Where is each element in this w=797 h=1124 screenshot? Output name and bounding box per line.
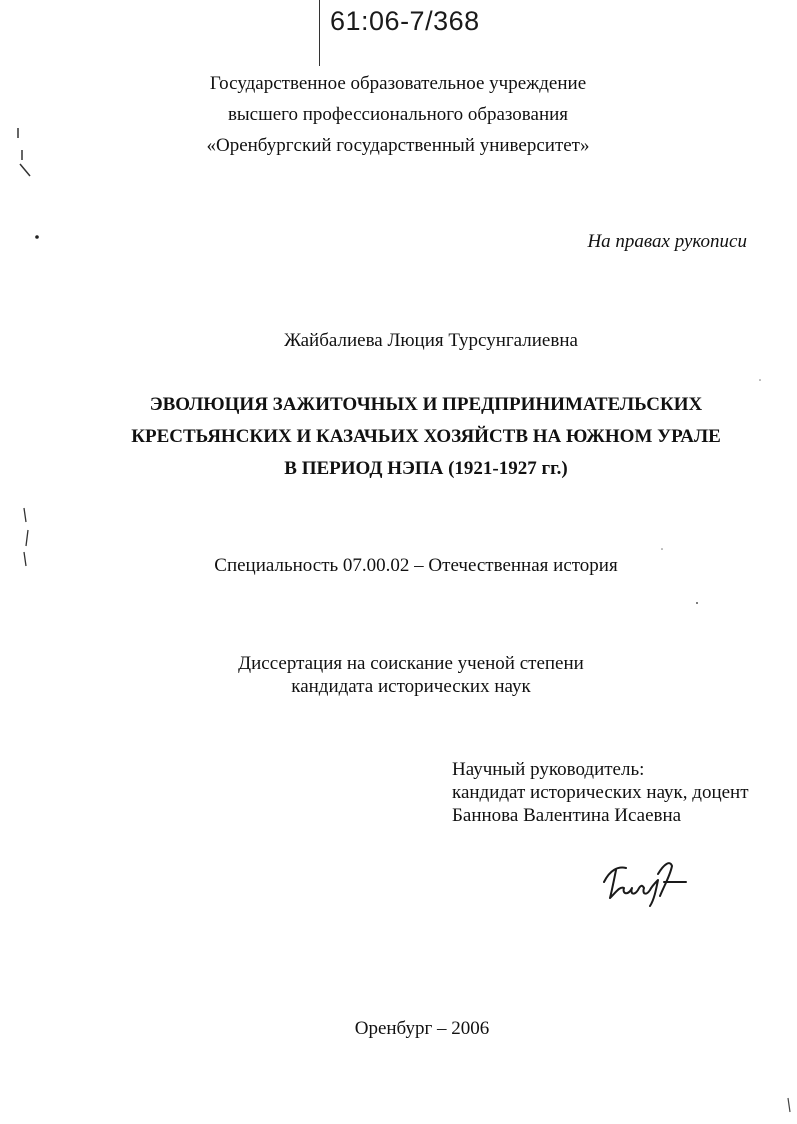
speck-3 xyxy=(661,548,663,550)
speck-2 xyxy=(696,602,698,604)
speck-4 xyxy=(759,379,761,381)
title-line-3: В ПЕРИОД НЭПА (1921-1927 гг.) xyxy=(284,458,568,479)
archive-stamp: 61:06-7/368 xyxy=(330,6,480,36)
advisor-degree: кандидат исторических наук, доцент xyxy=(452,782,749,803)
handwritten-signature xyxy=(598,852,698,908)
place-and-year: Оренбург – 2006 xyxy=(354,1018,490,1039)
dissertation-line-1: Диссертация на соискание ученой степени xyxy=(238,653,584,674)
dissertation-line-2: кандидата исторических наук xyxy=(291,676,531,697)
advisor-label: Научный руководитель: xyxy=(452,759,645,780)
author-name: Жайбалиева Люция Турсунгалиевна xyxy=(284,330,578,351)
manuscript-note: На правах рукописи xyxy=(587,231,747,252)
title-line-1: ЭВОЛЮЦИЯ ЗАЖИТОЧНЫХ И ПРЕДПРИНИМАТЕЛЬСКИХ xyxy=(149,394,703,415)
institution-line-3: «Оренбургский государственный университет» xyxy=(206,135,590,156)
title-line-2: КРЕСТЬЯНСКИХ И КАЗАЧЬИХ ХОЗЯЙСТВ НА ЮЖНОМ УРАЛЕ xyxy=(131,426,721,447)
speck-1 xyxy=(35,235,39,239)
advisor-name: Баннова Валентина Исаевна xyxy=(452,805,682,826)
specialty: Специальность 07.00.02 – Отечественная история xyxy=(214,555,618,576)
institution-line-1: Государственное образовательное учреждение xyxy=(209,73,587,94)
stamp-margin-line xyxy=(319,0,320,66)
institution-line-2: высшего профессионального образования xyxy=(227,104,569,125)
corner-mark xyxy=(788,1098,790,1112)
